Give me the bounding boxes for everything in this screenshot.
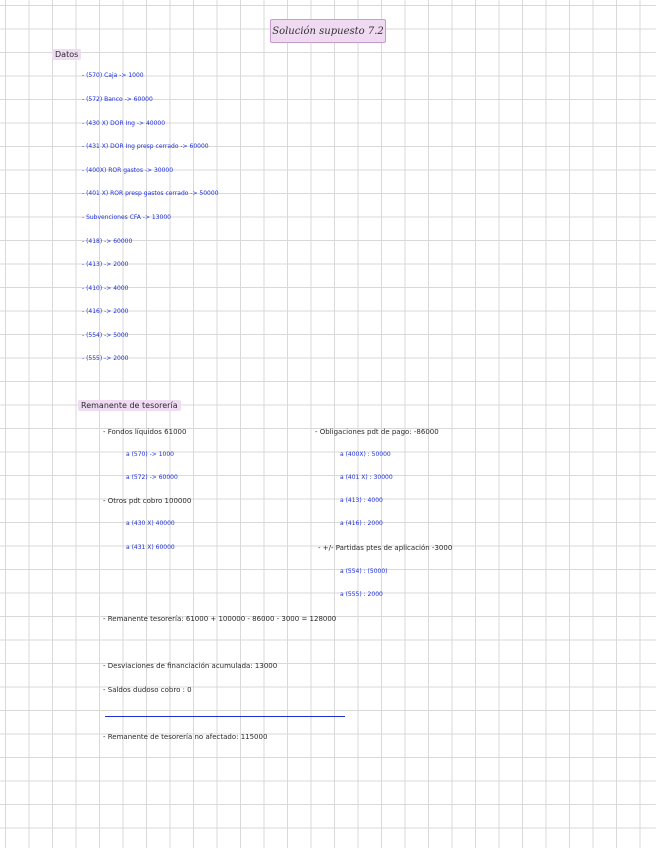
remanente-total: - Remanente tesorería: 61000 + 100000 - 86000 - 3000 = 128000 xyxy=(103,615,337,623)
obligaciones-item: a (401 X) : 30000 xyxy=(340,474,393,481)
desviaciones-financiacion: - Desviaciones de financiación acumulada: 13000 xyxy=(103,662,278,670)
list-item: - (572) Banco -> 60000 xyxy=(82,96,153,103)
fondos-liquidos: - Fondos líquidos 61000 xyxy=(103,428,187,436)
otros-item: a (431 X) 60000 xyxy=(126,544,175,551)
list-item: - (554) -> 5000 xyxy=(82,332,129,339)
list-item: - (418) -> 60000 xyxy=(82,238,133,245)
partidas-aplicacion: - +/- Partidas ptes de aplicación -3000 xyxy=(318,544,453,552)
list-item: - (430 X) DOR Ing -> 40000 xyxy=(82,120,166,127)
remanente-no-afectado: - Remanente de tesorería no afectado: 115000 xyxy=(103,733,268,741)
obligaciones-pdt-pago: - Obligaciones pdt de pago: -86000 xyxy=(315,428,439,436)
obligaciones-item: a (400X) : 50000 xyxy=(340,451,391,458)
otros-pdt-cobro: - Otros pdt cobro 100000 xyxy=(103,497,192,505)
list-item: - (410) -> 4000 xyxy=(82,285,129,292)
list-item: - (401 X) ROR presp gastos cerrado -> 50000 xyxy=(82,190,219,197)
list-item: - Subvenciones CFA -> 13000 xyxy=(82,214,171,221)
list-item: - (416) -> 2000 xyxy=(82,308,129,315)
datos-heading: Datos xyxy=(52,50,81,59)
list-item: - (413) -> 2000 xyxy=(82,261,129,268)
saldos-dudoso-cobro: - Saldos dudoso cobro : 0 xyxy=(103,686,192,694)
remanente-heading: Remanente de tesorería xyxy=(78,401,181,410)
partidas-item: a (555) : 2000 xyxy=(340,591,383,598)
fondos-item: a (570) -> 1000 xyxy=(126,451,174,458)
list-item: - (555) -> 2000 xyxy=(82,355,129,362)
obligaciones-item: a (413) : 4000 xyxy=(340,497,383,504)
otros-item: a (430 X) 40000 xyxy=(126,520,175,527)
fondos-item: a (572) -> 60000 xyxy=(126,474,178,481)
obligaciones-item: a (416) : 2000 xyxy=(340,520,383,527)
partidas-item: a (554) : (5000) xyxy=(340,568,388,575)
page-title: Solución supuesto 7.2 xyxy=(270,19,386,43)
list-item: - (570) Caja -> 1000 xyxy=(82,72,144,79)
list-item: - (400X) ROR gastos -> 30000 xyxy=(82,167,174,174)
list-item: - (431 X) DOR Ing presp cerrado -> 60000 xyxy=(82,143,209,150)
divider xyxy=(105,716,345,717)
